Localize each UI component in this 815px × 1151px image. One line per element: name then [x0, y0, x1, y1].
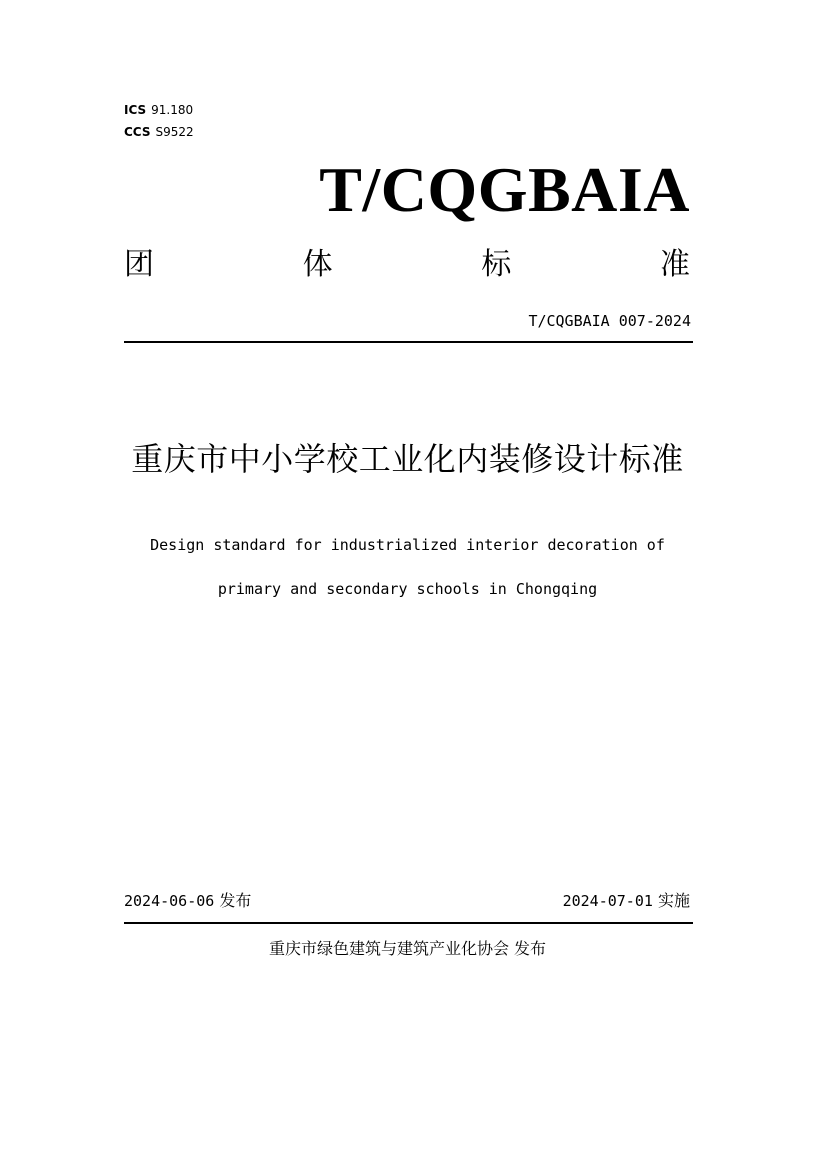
ccs-classification: [124, 125, 194, 139]
bottom-divider: [124, 922, 693, 924]
issue-date: [124, 891, 251, 911]
ics-classification: [124, 103, 193, 117]
publisher: 重庆市绿色建筑与建筑产业化协会 发布: [268, 939, 547, 958]
top-divider: [124, 341, 693, 343]
standard-type-char: 准: [659, 247, 690, 282]
implementation-date: [563, 891, 690, 911]
english-title-line-2: primary and secondary schools in Chongqing: [217, 580, 598, 598]
chinese-title: 重庆市中小学校工业化内装修设计标准: [131, 440, 684, 478]
standard-code-title: T/CQGBAIA: [319, 154, 690, 225]
ccs-label: CCS: [124, 125, 151, 139]
standard-type: [124, 246, 690, 284]
standard-type-char: 标: [481, 247, 512, 282]
implementation-date-value: 2024-07-01: [562, 892, 653, 910]
ics-value: 91.180: [151, 103, 194, 117]
issue-date-value: 2024-06-06: [124, 892, 215, 910]
english-title-line-1: Design standard for industrialized interior decoration of: [150, 536, 665, 554]
standard-type-char: 体: [302, 247, 333, 282]
ccs-value: S9522: [155, 125, 194, 139]
implementation-date-label: 实施: [657, 891, 690, 910]
ics-label: ICS: [124, 103, 147, 117]
standard-number: T/CQGBAIA 007-2024: [528, 312, 691, 330]
standard-type-char: 团: [124, 247, 154, 282]
issue-date-label: 发布: [219, 891, 252, 910]
